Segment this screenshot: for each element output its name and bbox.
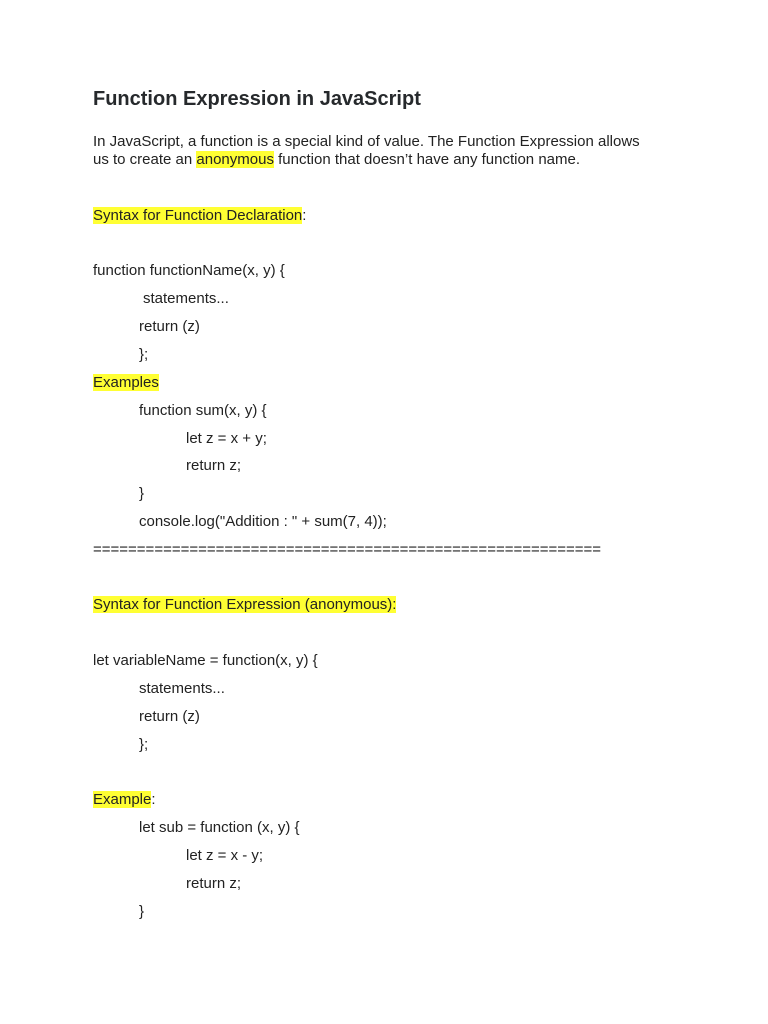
- example-code-line: return z;: [186, 875, 242, 892]
- separator-line: ==========================================================: [93, 541, 602, 558]
- expression-code-line: let variableName = function(x, y) {: [93, 652, 318, 669]
- examples-code-line: return z;: [186, 457, 242, 474]
- expression-code-line: };: [139, 736, 149, 753]
- examples-code-line: let z = x + y;: [186, 430, 267, 447]
- declaration-heading: [93, 207, 306, 225]
- intro-text-after: function that doesn’t have any function name.: [273, 151, 581, 168]
- example-heading-suffix: :: [151, 791, 156, 808]
- example-code-line: }: [139, 903, 145, 920]
- declaration-heading-text: Syntax for Function Declaration: [93, 207, 303, 224]
- declaration-code-line: function functionName(x, y) {: [93, 262, 285, 279]
- expression-code-line: statements...: [139, 680, 225, 697]
- example-code-line: let sub = function (x, y) {: [139, 819, 300, 836]
- intro-line-1: In JavaScript, a function is a special kind of value. The Function Expression allows: [93, 133, 640, 150]
- page-title: Function Expression in JavaScript: [93, 88, 421, 110]
- anonymous-highlight: anonymous: [196, 151, 274, 168]
- examples-code-line: }: [139, 485, 145, 502]
- intro-line-2: [93, 151, 580, 169]
- declaration-code-line: };: [139, 346, 149, 363]
- expression-heading: [93, 596, 396, 614]
- declaration-code-line: statements...: [143, 290, 229, 307]
- expression-heading-text: Syntax for Function Expression (anonymous):: [93, 596, 397, 613]
- declaration-heading-suffix: :: [302, 207, 307, 224]
- example-heading-text: Example: [93, 791, 152, 808]
- expression-code-line: return (z): [139, 708, 200, 725]
- examples-heading: [93, 374, 159, 392]
- example-heading: [93, 791, 156, 809]
- intro-text-before: us to create an: [93, 151, 197, 168]
- declaration-code-line: return (z): [139, 318, 200, 335]
- examples-code-line: function sum(x, y) {: [139, 402, 267, 419]
- example-code-line: let z = x - y;: [186, 847, 264, 864]
- examples-heading-text: Examples: [93, 374, 159, 391]
- examples-code-line: console.log("Addition : " + sum(7, 4));: [139, 513, 387, 530]
